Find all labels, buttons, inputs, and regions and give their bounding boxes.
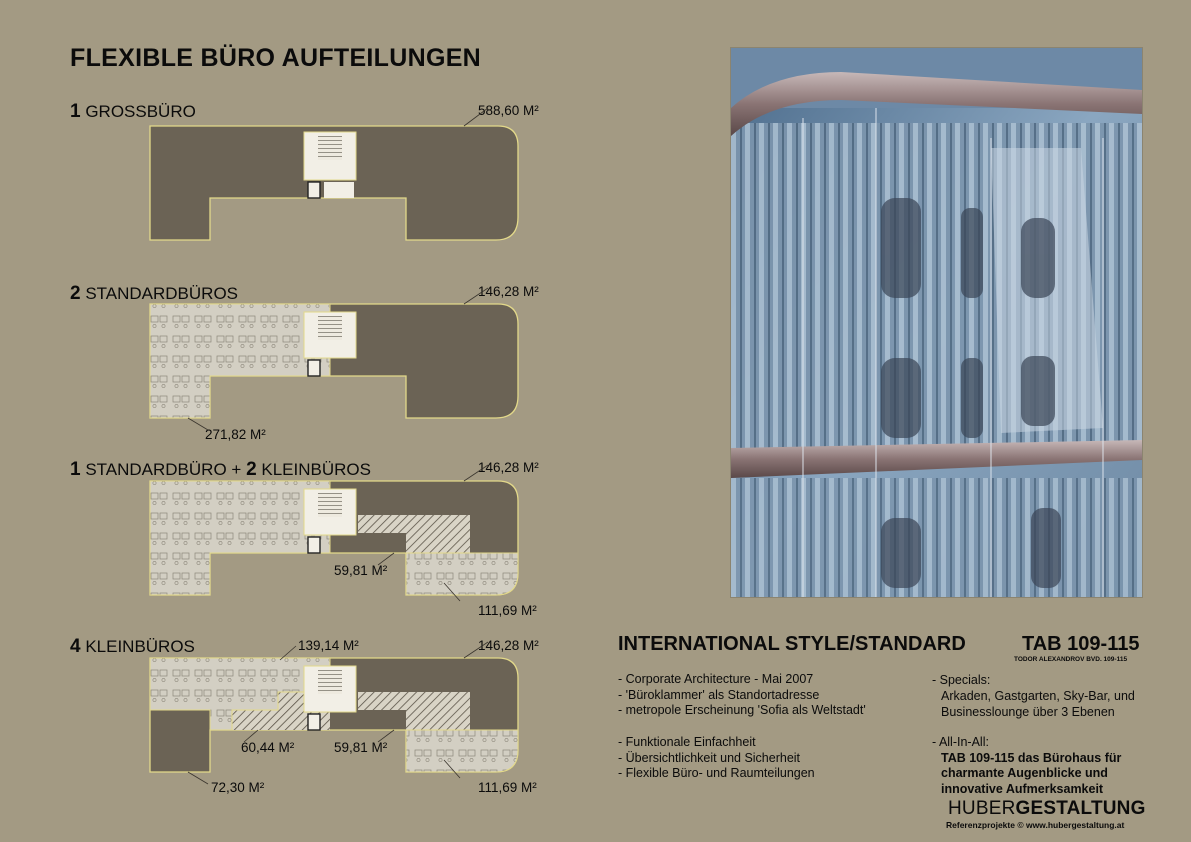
plan-number: 1	[70, 459, 81, 480]
list-item: - Funktionale Einfachheit	[618, 735, 756, 749]
list-item: - Corporate Architecture - Mai 2007	[618, 672, 814, 686]
plan-type: KLEINBÜROS	[85, 637, 195, 656]
area-label: 60,44 M²	[241, 740, 295, 755]
specials-line: Arkaden, Gastgarten, Sky-Bar, und	[941, 689, 1135, 703]
logo-credit: Referenzprojekte © www.hubergestaltung.at	[946, 820, 1125, 830]
plan-type: KLEINBÜROS	[261, 460, 371, 479]
area-label: 146,28 M²	[478, 284, 539, 299]
all-in-all-line: charmante Augenblicke und	[941, 766, 1108, 781]
area-label: 271,82 M²	[205, 427, 266, 442]
logo-light: HUBER	[948, 798, 1016, 819]
plan-type: STANDARDBÜRO +	[85, 460, 247, 479]
area-label: 146,28 M²	[478, 638, 539, 653]
list-item: - 'Büroklammer' als Standortadresse	[618, 687, 820, 702]
all-in-all-line: innovative Aufmerksamkeit	[941, 781, 1104, 796]
floor-plan-3	[148, 469, 558, 604]
feature-list-2	[618, 735, 815, 782]
area-label: 59,81 M²	[334, 563, 388, 578]
logo-bold: GESTALTUNG	[1015, 798, 1146, 819]
area-label: 146,28 M²	[478, 460, 539, 475]
floor-plan-1	[148, 112, 558, 247]
plan-type: STANDARDBÜROS	[85, 284, 239, 303]
plan-type: GROSSBÜRO	[85, 102, 196, 121]
section-title: INTERNATIONAL STYLE/STANDARD	[618, 633, 966, 655]
area-label: 59,81 M²	[334, 740, 388, 755]
plan-number: 2	[246, 459, 257, 480]
core-stairs	[304, 132, 356, 198]
tab-address: TODOR ALEXANDROV BVD. 109-115	[1014, 656, 1128, 663]
specials-block	[932, 672, 1135, 720]
building-facade-photo	[731, 48, 1142, 597]
feature-list-1	[618, 672, 866, 719]
area-label: 111,69 M²	[478, 780, 537, 795]
brand-logo	[948, 798, 1146, 820]
page-title: FLEXIBLE BÜRO AUFTEILUNGEN	[70, 44, 482, 72]
floor-plan-2	[148, 292, 558, 427]
tab-title: TAB 109-115	[1022, 633, 1140, 655]
list-item: - Übersichtlichkeit und Sicherheit	[618, 750, 801, 765]
specials-label: - Specials:	[932, 673, 991, 687]
all-in-all-block	[932, 735, 1121, 797]
list-item: - metropole Erscheinung 'Sofia als Weltstadt'	[618, 703, 866, 718]
all-in-all-line: TAB 109-115 das Bürohaus für	[941, 750, 1122, 765]
all-in-all-label: - All-In-All:	[932, 735, 989, 749]
area-label: 111,69 M²	[478, 603, 537, 618]
plan-number: 2	[70, 283, 81, 304]
list-item: - Flexible Büro- und Raumteilungen	[618, 766, 815, 781]
plan-number: 4	[70, 636, 81, 657]
area-label: 139,14 M²	[298, 638, 359, 653]
specials-line: Businesslounge über 3 Ebenen	[941, 705, 1115, 719]
plan-number: 1	[70, 101, 81, 122]
area-label: 588,60 M²	[478, 103, 539, 118]
area-label: 72,30 M²	[211, 780, 265, 795]
floor-plan-4	[148, 646, 558, 781]
